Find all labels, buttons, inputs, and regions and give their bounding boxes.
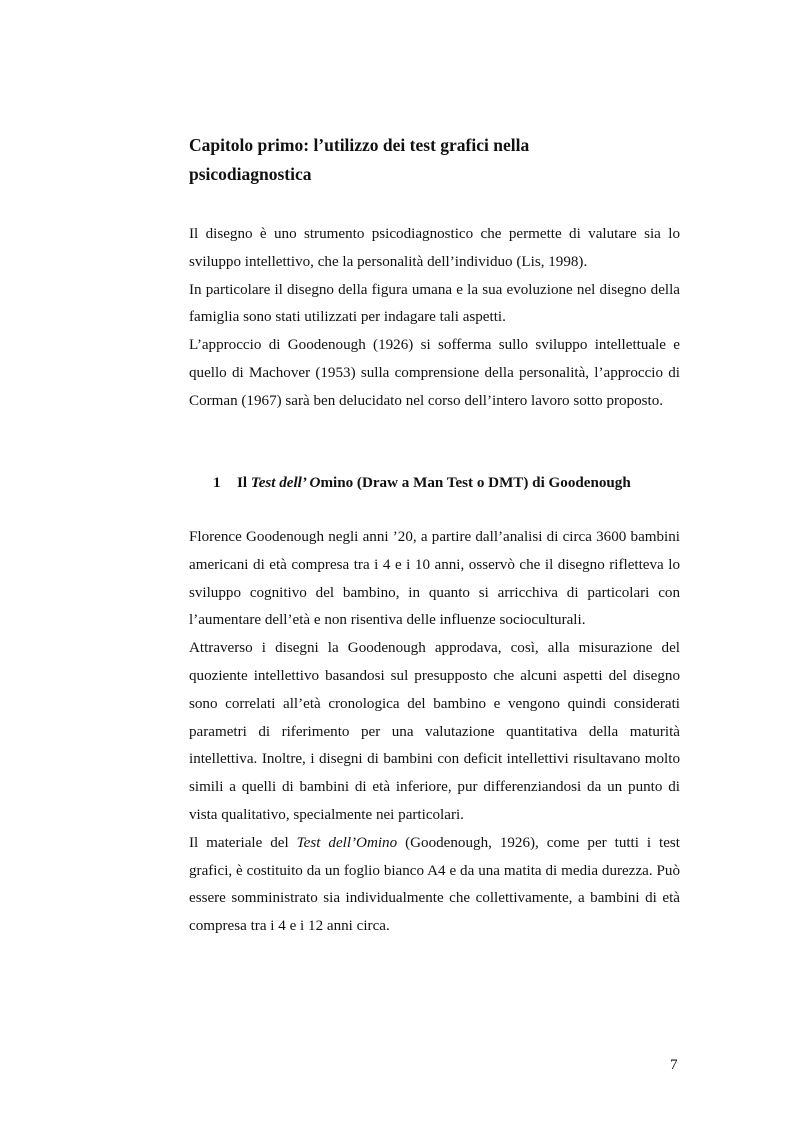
main-paragraph-3-italic: Test dell’Omino <box>296 834 398 851</box>
intro-section <box>189 221 680 416</box>
main-paragraph-3-post: (Goodenough, 1926), come per tutti i test grafici, è costituito da un foglio bianco A4 e da una matita di media durezza. Può essere somministrato sia individualmente che collettivamente, a bambini di età compresa tra i 4 e i 12 anni circa. <box>189 834 681 935</box>
section-heading-pre: Il <box>237 475 248 491</box>
page-number: 7 <box>670 1057 678 1073</box>
intro-paragraph-2: In particolare il disegno della figura umana e la sua evoluzione nel disegno della famiglia sono stati utilizzati per indagare tali aspetti. <box>189 281 680 326</box>
main-paragraph-1: Florence Goodenough negli anni ’20, a partire dall’analisi di circa 3600 bambini americani di età compresa tra i 4 e i 10 anni, osservò che il disegno rifletteva lo sviluppo cognitivo del bambino, in quanto si arricchiva di particolari con l’aumentare dell’età e non risentiva delle influenze socioculturali. <box>189 529 680 629</box>
section-number: 1 <box>213 475 221 491</box>
section-heading <box>213 470 631 496</box>
chapter-title-line-1: Capitolo primo: l’utilizzo dei test grafici nella <box>189 135 530 155</box>
chapter-title <box>189 131 659 189</box>
intro-paragraph-3: L’approccio di Goodenough (1926) si sofferma sullo sviluppo intellettuale e quello di Machover (1953) sulla comprensione della personalità, l’approccio di Corman (1967) sarà ben delucidato nel corso dell’intero lavoro sotto proposto. <box>189 337 680 409</box>
main-paragraph-2: Attraverso i disegni la Goodenough approdava, così, alla misurazione del quoziente intellettivo basandosi sul presupposto che alcuni aspetti del disegno sono correlati all’età cronologica del bambino e vengono quindi considerati parametri di riferimento per una valutazione quantitativa della maturità intellettiva. Inoltre, i disegni di bambini con deficit intellettivi risultavano molto simili a quelli di bambini di età inferiore, pur differenziandosi da un punto di vista qualitativo, specialmente nei particolari. <box>189 640 680 823</box>
section-heading-post: mino (Draw a Man Test o DMT) di Goodenough <box>320 475 631 491</box>
main-section <box>189 524 680 941</box>
main-paragraph-3 <box>189 830 680 941</box>
chapter-title-line-2: psicodiagnostica <box>189 164 312 184</box>
main-paragraph-3-pre: Il materiale del <box>189 834 289 851</box>
intro-paragraph-1: Il disegno è uno strumento psicodiagnostico che permette di valutare sia lo sviluppo intellettivo, che la personalità dell’individuo (Lis, 1998). <box>189 226 680 270</box>
section-heading-italic: Test dell’ O <box>250 475 321 491</box>
